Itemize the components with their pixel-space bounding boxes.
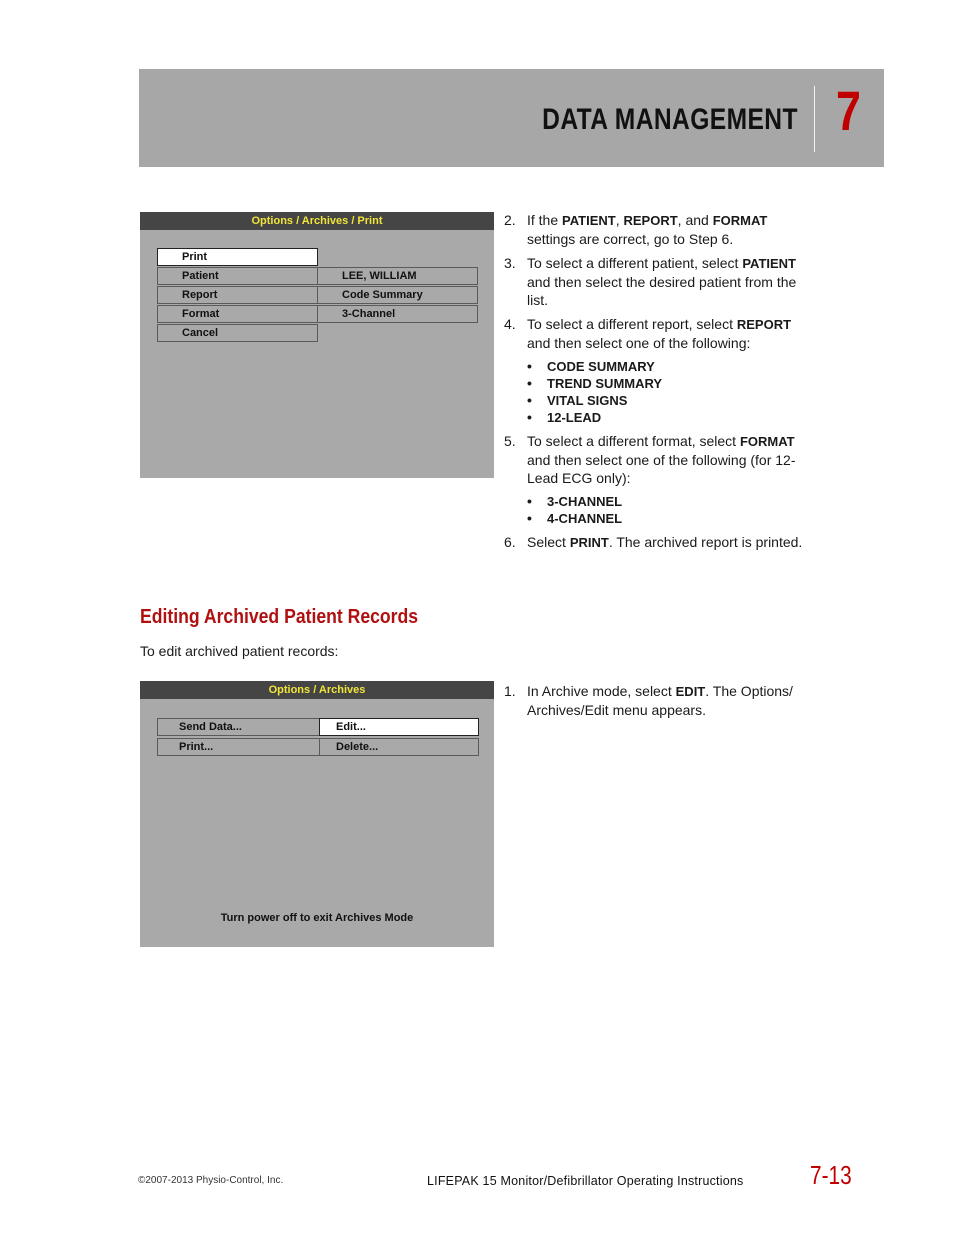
report-value: Code Summary: [317, 286, 478, 304]
step-3: 3. To select a different patient, select PATIENT and then select the desired patient from the list.: [504, 255, 797, 308]
screen-title: Options / Archives: [140, 681, 494, 699]
copyright: ©2007-2013 Physio-Control, Inc.: [138, 1175, 284, 1186]
menu-item-print[interactable]: Print...: [157, 738, 320, 756]
document-title: LIFEPAK 15 Monitor/Defibrillator Operating Instructions: [427, 1174, 744, 1188]
format-options-list: [527, 493, 814, 527]
archives-menu-screen: [140, 681, 494, 947]
edit-steps: [504, 682, 814, 725]
menu-item-delete[interactable]: Delete...: [319, 738, 479, 756]
step-2: 2. If the PATIENT, REPORT, and FORMAT settings are correct, go to Step 6.: [504, 212, 768, 247]
menu-item-send-data[interactable]: Send Data...: [157, 718, 320, 736]
section-heading: Editing Archived Patient Records: [140, 606, 419, 628]
page-number: 7-13: [810, 1160, 852, 1190]
list-item: • CODE SUMMARY: [527, 358, 814, 375]
screen-footer-message: Turn power off to exit Archives Mode: [220, 912, 414, 924]
patient-value: LEE, WILLIAM: [317, 267, 478, 285]
menu-item-cancel[interactable]: Cancel: [157, 324, 318, 342]
step-1: 1. In Archive mode, select EDIT. The Options/ Archives/Edit menu appears.: [504, 683, 793, 718]
chapter-title: DATA MANAGEMENT: [542, 103, 798, 136]
print-steps: [504, 211, 814, 558]
list-item: • 12-LEAD: [527, 409, 814, 426]
menu-item-report[interactable]: Report: [157, 286, 318, 304]
report-options-list: [527, 358, 814, 426]
list-item: • VITAL SIGNS: [527, 392, 814, 409]
step-6: 6. Select PRINT. The archived report is printed.: [504, 534, 803, 550]
menu-item-format[interactable]: Format: [157, 305, 318, 323]
list-item: • 4-CHANNEL: [527, 510, 814, 527]
menu-item-patient[interactable]: Patient: [157, 267, 318, 285]
menu-item-print[interactable]: Print: [157, 248, 318, 266]
menu-item-edit[interactable]: Edit...: [319, 718, 479, 736]
format-value: 3-Channel: [317, 305, 478, 323]
chapter-header: [139, 69, 884, 167]
step-4: 4. To select a different report, select REPORT and then select one of the following:: [504, 316, 792, 351]
screen-title: Options / Archives / Print: [140, 212, 494, 230]
list-item: • TREND SUMMARY: [527, 375, 814, 392]
section-intro: To edit archived patient records:: [140, 643, 339, 659]
list-item: • 3-CHANNEL: [527, 493, 814, 510]
print-menu-screen: [140, 212, 494, 478]
chapter-divider: [814, 86, 815, 152]
chapter-number: 7: [836, 79, 861, 142]
step-5: 5. To select a different format, select FORMAT and then select one of the following (for 12-Lead ECG only):: [504, 433, 796, 486]
